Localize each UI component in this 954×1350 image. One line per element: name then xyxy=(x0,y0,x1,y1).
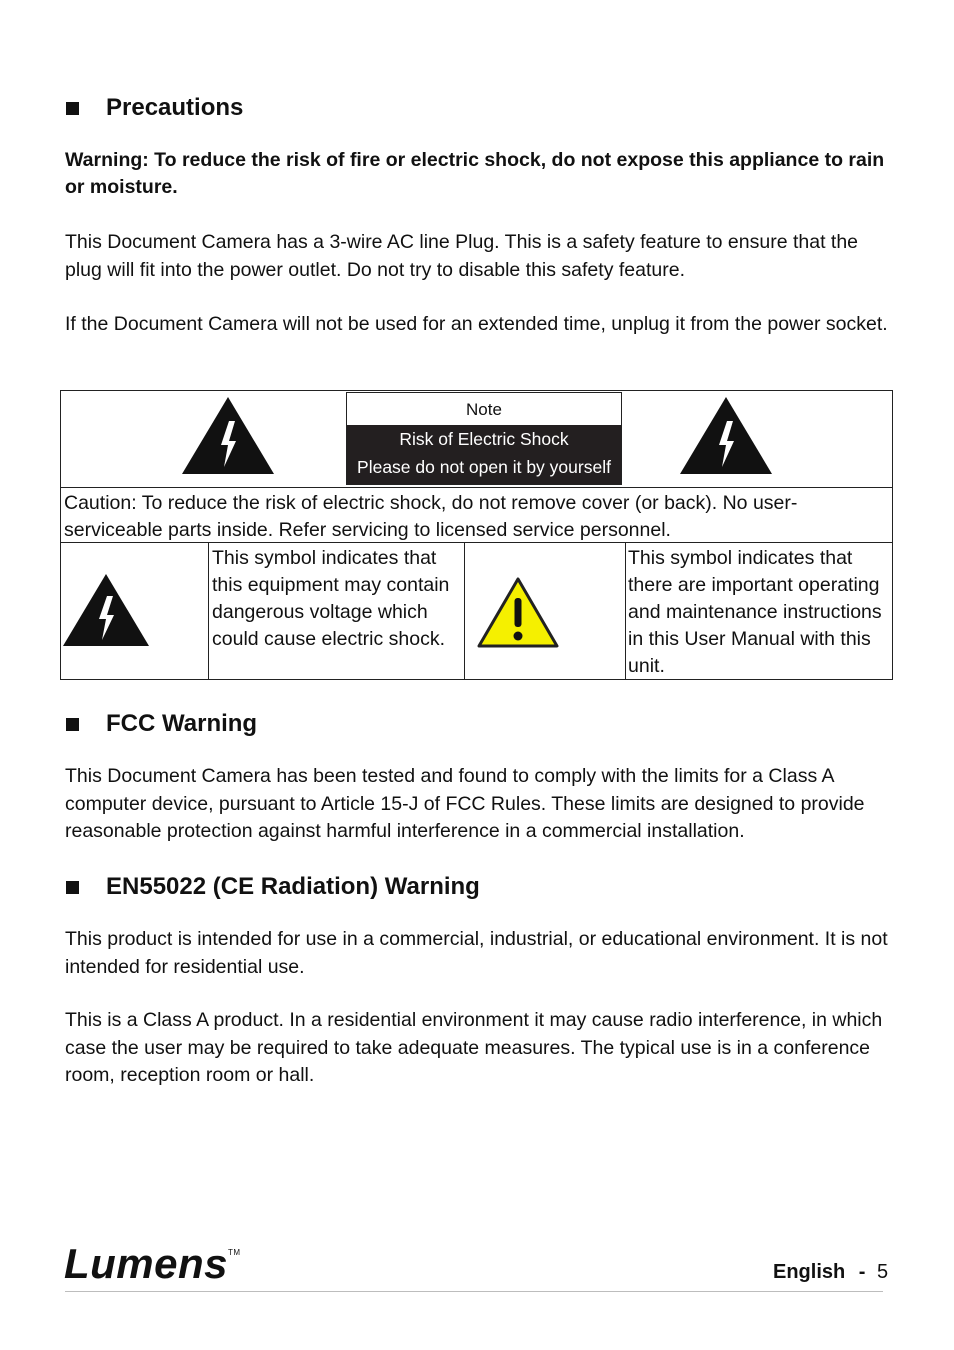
en55022-heading xyxy=(66,873,480,901)
en55022-paragraph-2: This is a Class A product. In a residential environment it may cause radio interference, in which case the user may be required to take adequate measures. The typical use is in a conference room, reception room or hall. xyxy=(65,1009,883,1086)
precautions-paragraph-1: This Document Camera has a 3-wire AC line Plug. This is a safety feature to ensure that the plug will fit into the power outlet. Do not try to disable this safety feature. xyxy=(65,231,859,281)
instructions-symbol-description: This symbol indicates that there are important operating and maintenance instructions in this User Manual with this unit. xyxy=(628,547,882,677)
footer-language: English xyxy=(773,1261,846,1283)
square-bullet-icon xyxy=(66,881,79,894)
fcc-title: FCC Warning xyxy=(106,710,258,737)
high-voltage-warning-triangle-icon xyxy=(182,397,274,475)
en55022-title: EN55022 (CE Radiation) Warning xyxy=(106,873,480,900)
en55022-paragraph-1: This product is intended for use in a commercial, industrial, or educational environment. It is not intended for residential use. xyxy=(65,928,888,978)
square-bullet-icon xyxy=(66,718,79,731)
precautions-title: Precautions xyxy=(106,94,244,121)
lumens-logo: Lumens™ xyxy=(64,1240,241,1287)
footer-rule xyxy=(65,1291,883,1292)
note-line-1: Risk of Electric Shock xyxy=(399,429,569,449)
precautions-paragraph-2: If the Document Camera will not be used for an extended time, unplug it from the power socket. xyxy=(65,313,888,335)
note-warning-panel xyxy=(347,425,621,484)
footer-separator: - xyxy=(858,1261,866,1283)
caution-text: Caution: To reduce the risk of electric shock, do not remove cover (or back). No user-serviceable parts inside. Refer servicing to licensed service personnel. xyxy=(64,492,798,541)
square-bullet-icon xyxy=(66,102,79,115)
fcc-paragraph: This Document Camera has been tested and found to comply with the limits for a Class A computer device, pursuant to Article 15-J of FCC Rules. These limits are designed to provide reasonable protection against harmful interference in a commercial installation. xyxy=(65,765,865,842)
trademark-mark: TM xyxy=(228,1248,241,1257)
note-box xyxy=(346,392,622,485)
warning-text: Warning: To reduce the risk of fire or electric shock, do not expose this appliance to rain or moisture. xyxy=(65,149,885,198)
precautions-heading xyxy=(66,94,243,122)
exclamation-warning-triangle-icon xyxy=(476,576,560,650)
fcc-heading xyxy=(66,710,257,738)
high-voltage-warning-triangle-icon xyxy=(63,574,149,647)
page-footer-label xyxy=(773,1261,888,1284)
note-line-2: Please do not open it by yourself xyxy=(357,457,611,477)
voltage-symbol-description: This symbol indicates that this equipment may contain dangerous voltage which could cause electric shock. xyxy=(212,547,450,650)
note-label: Note xyxy=(466,400,502,419)
high-voltage-warning-triangle-icon xyxy=(680,397,772,475)
page-number: 5 xyxy=(877,1261,889,1283)
